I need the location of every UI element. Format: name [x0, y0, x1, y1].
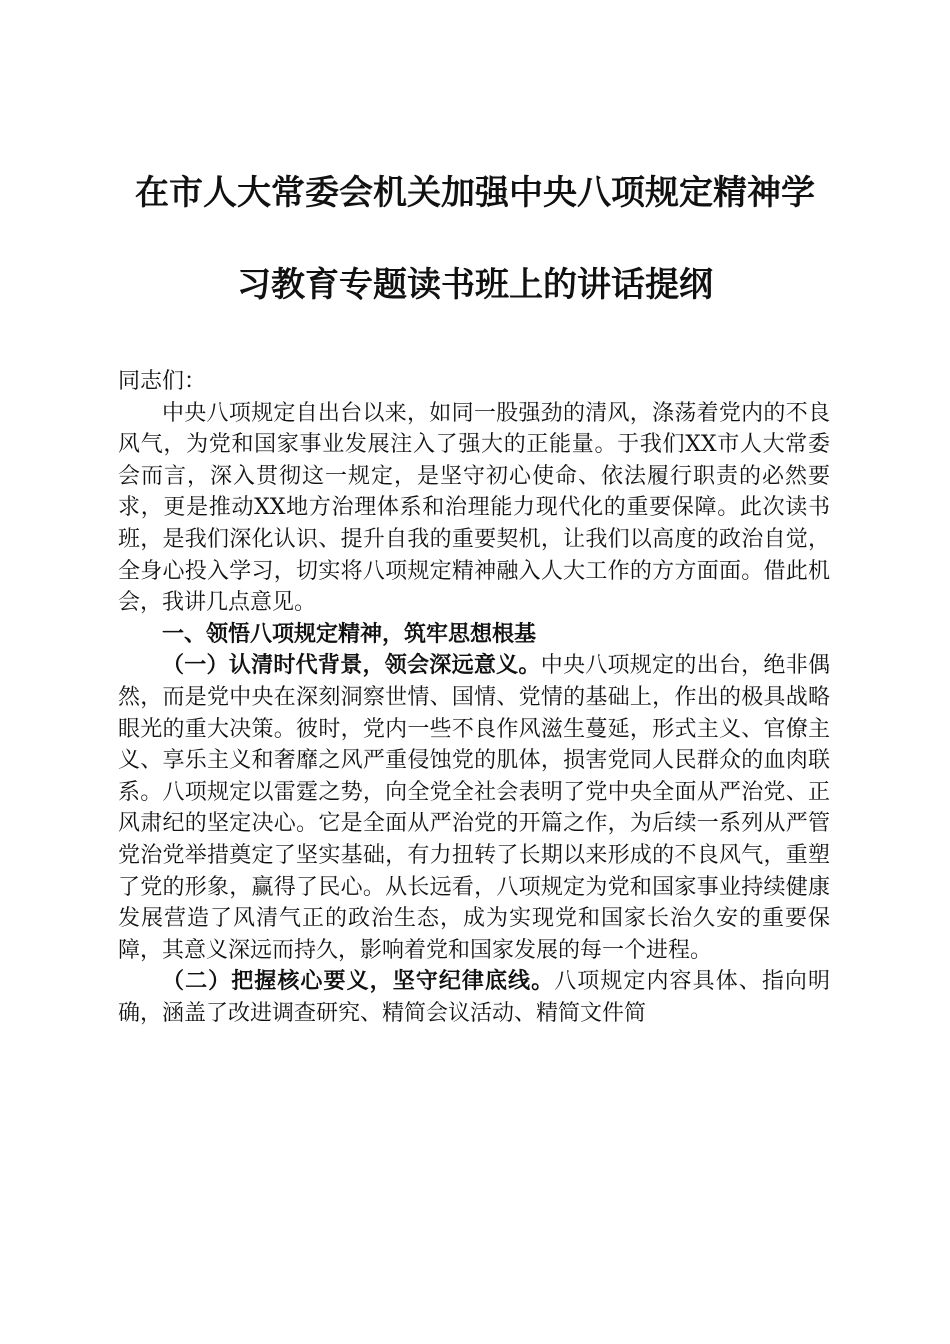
- subsection-body-1: 中央八项规定的出台，绝非偶然，而是党中央在深刻洞察世情、国情、党情的基础上，作出的极具战略眼光的重大决策。彼时，党内一些不良作风滋生蔓延，形式主义、官僚主义、享乐主义和奢靡之风严重侵蚀党的肌体，损害党同人民群众的血肉联系。八项规定以雷霆之势，向全党全社会表明了党中央全面从严治党、正风肃纪的坚定决心。它是全面从严治党的开篇之作，为后续一系列从严管党治党举措奠定了坚实基础，有力扭转了长期以来形成的不良风气，重塑了党的形象，赢得了民心。从长远看，八项规定为党和国家事业持续健康发展营造了风清气正的政治生态，成为实现党和国家长治久安的重要保障，其意义深远而持久，影响着党和国家发展的每一个进程。: [118, 653, 830, 963]
- intro-paragraph: 中央八项规定自出台以来，如同一股强劲的清风，涤荡着党内的不良风气，为党和国家事业发展注入了强大的正能量。于我们XX市人大常委会而言，深入贯彻这一规定，是坚守初心使命、依法履行职责的必然要求，更是推动XX地方治理体系和治理能力现代化的重要保障。此次读书班，是我们深化认识、提升自我的重要契机，让我们以高度的政治自觉，全身心投入学习，切实将八项规定精神融入人大工作的方方面面。借此机会，我讲几点意见。: [118, 400, 830, 616]
- document-title-line-2: 习教育专题读书班上的讲话提纲: [237, 265, 713, 305]
- section-heading-1: 一、领悟八项规定精神，筑牢思想根基: [162, 621, 537, 647]
- document-title-line-1: 在市人大常委会机关加强中央八项规定精神学: [135, 173, 815, 213]
- subsection-paragraph-1: [118, 650, 830, 966]
- subsection-paragraph-2: [118, 966, 830, 1029]
- subsection-heading-1: （一）认清时代背景，领会深远意义。: [162, 652, 541, 679]
- subsection-body-2: 八项规定内容具体、指向明确，涵盖了改进调查研究、精简会议活动、精简文件简: [118, 969, 830, 1026]
- document-body: [118, 366, 830, 1029]
- subsection-heading-2: （二）把握核心要义，坚守纪律底线。: [162, 968, 555, 995]
- salutation: 同志们：: [118, 369, 207, 394]
